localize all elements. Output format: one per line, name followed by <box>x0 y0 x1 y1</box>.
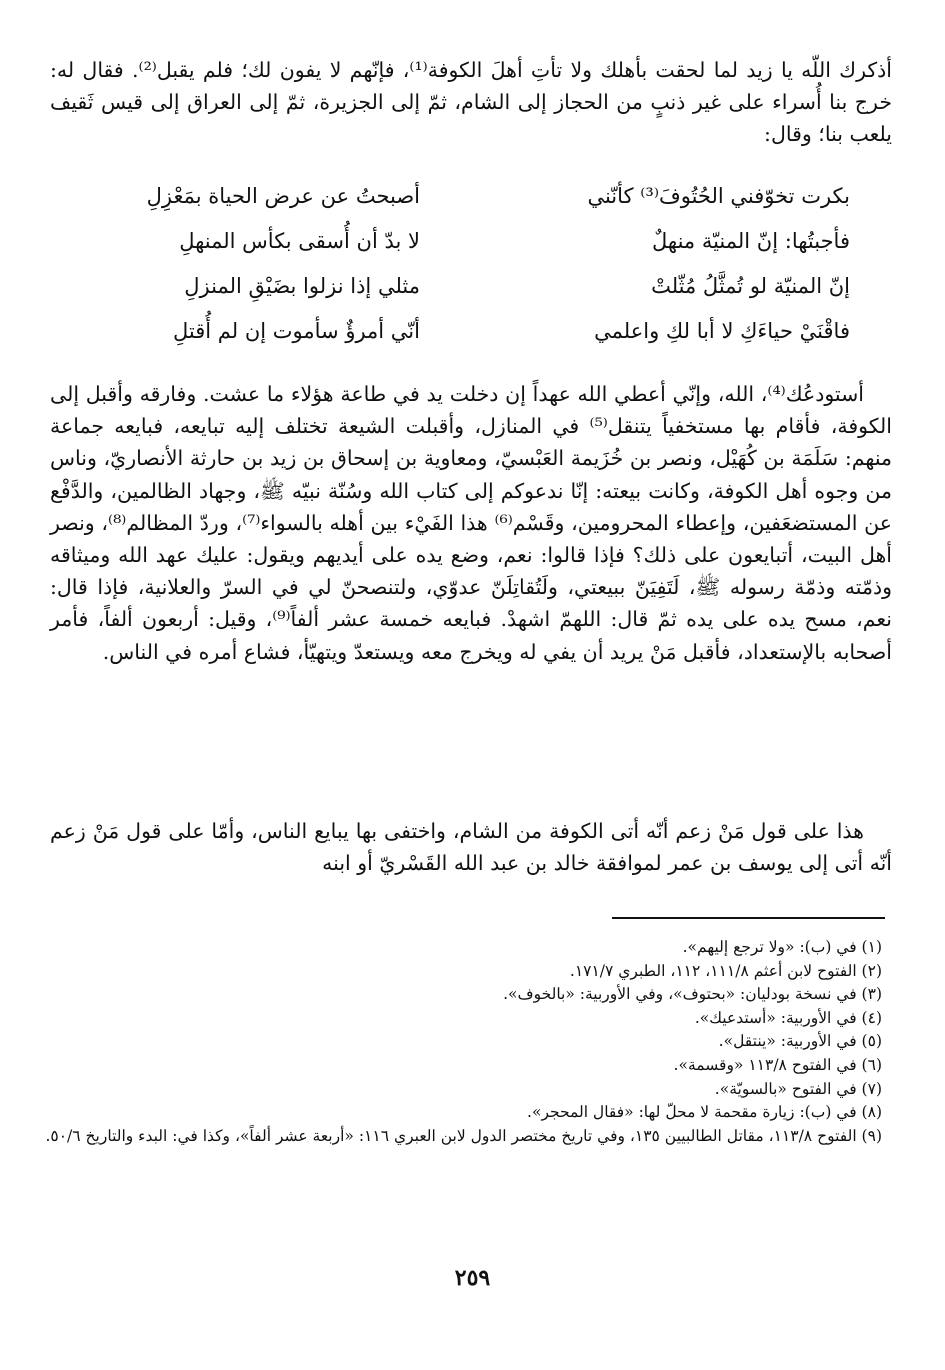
poem-verse <box>60 274 850 319</box>
footnote-separator <box>612 917 885 919</box>
poem-second-hemistich: أصبحتُ عن عرض الحياة بمَعْزِلِ <box>146 184 420 208</box>
poem-first-hemistich: إنّ المنيّة لو تُمثَّلُ مُثّلتْ <box>651 274 850 298</box>
poem-second-hemistich: مثلي إذا نزلوا بضَيْقِ المنزلِ <box>184 274 420 298</box>
page-number: ٢٥٩ <box>454 1265 491 1291</box>
footnotes <box>40 936 882 1148</box>
footnote: (٦) في الفتوح ١١٣/٨ «وقسمة». <box>673 1055 882 1074</box>
footnote: (٩) الفتوح ١١٣/٨، مقاتل الطالبيين ١٣٥، وفي تاريخ مختصر الدول لابن العبري ١١٦: «أربعة عشر ألفاً»، وكذا في: البدء والتاريخ ٥٠/٦. <box>45 1126 882 1145</box>
poem-verse <box>60 229 850 274</box>
poem-first-hemistich: فاقْنَيْ حياءَكِ لا أبا لكِ واعلمي <box>594 319 850 343</box>
poem <box>60 184 850 364</box>
poem-first-hemistich: فأجبتُها: إنّ المنيّة منهلٌ <box>651 229 850 253</box>
footnote: (١) في (ب): «ولا ترجع إليهم». <box>682 938 882 956</box>
poem-verse <box>60 319 850 364</box>
poem-verse <box>60 184 850 229</box>
poem-second-hemistich: أنّي أمرؤٌ سأموت إن لم أُقتلِ <box>173 319 420 343</box>
paragraph-3: هذا على قول مَنْ زعم أنّه أتى الكوفة من الشام، واختفى بها يبايع الناس، وأمّا على قول مَنْ زعم أنّه أتى إلى يوسف بن عمر لموافقة خالد بن عبد الله القَسْريّ أو ابنه <box>50 819 892 876</box>
poem-second-hemistich: لا بدّ أن أُسقى بكأس المنهلِ <box>179 229 420 253</box>
footnote: (٨) في (ب): زيارة مقحمة لا محلّ لها: «فقال المحجر». <box>527 1103 882 1122</box>
paragraph-1: أذكرك اللّه يا زيد لما لحقت بأهلك ولا تأتِ أهلَ الكوفة⁽¹⁾، فإنّهم لا يفون لك؛ فلم يقبل⁽²⁾. فقال له: خرج بنا أُسراء على غير ذنبٍ من الحجاز إلى الشام، ثمّ إلى الجزيرة، ثمّ إلى العراق إلى قيس ثَقيف يلعب بنا؛ وقال: <box>50 58 892 147</box>
footnote: (٧) في الفتوح «بالسويّة». <box>714 1079 882 1098</box>
poem-first-hemistich: بكرت تخوّفني الحُتُوفَ⁽³⁾ كأنّني <box>587 184 850 208</box>
footnote: (٣) في نسخة بودليان: «بحتوف»، وفي الأوربية: «بالخوف». <box>503 985 882 1004</box>
footnote: (٤) في الأوربية: «أستدعيك». <box>694 1008 882 1027</box>
paragraph-2: أستودعُك⁽⁴⁾، الله، وإنّي أعطي الله عهداً إن دخلت يد في طاعة هؤلاء ما عشت. وفارقه وأقبل إلى الكوفة، فأقام بها مستخفياً يتنقل⁽⁵⁾ في المنازل، وأقبلت الشيعة تختلف إليه تبايعه، فبايعه جماعة منهم: سَلَمَة بن كُهَيْل، ونصر بن خُزَيمة العَبْسيّ، ومعاوية بن إسحاق بن زيد بن حارثة الأنصاريّ، وناس من وجوه أهل الكوفة، وكانت بيعته: إنّا ندعوكم إلى كتاب الله وسُنّة نبيّه ﷺ، وجهاد الظالمين، والدَّفْع عن المستضعَفين، وإعطاء المحرومين، وقَسْم⁽⁶⁾ هذا الفَيْء بين أهله بالسواء⁽⁷⁾، وردّ المظالم⁽⁸⁾، ونصر أهل البيت، أتبايعون على ذلك؟ فإذا قالوا: نعم، وضع يده على أيديهم ويقول: عليك عهد الله وميثاقه وذمّته وذمّة رسوله ﷺ، لَتَفِيَنّ ببيعتي، ولَتُقاتِلَنّ عدوّي، ولتنصحنّ لي في السرّ والعلانية، فإذا قال: نعم، مسح يده على يده ثمّ قال: اللهمّ اشهدْ. فبايعه خمسة عشر ألفاً⁽⁹⁾، وقيل: أربعون ألفاً، فأمر أصحابه بالإستعداد، فأقبل مَنْ يريد أن يفي له ويخرج معه ويستعدّ ويتهيّأ، فشاع أمره في الناس. <box>50 382 892 664</box>
footnote: (٥) في الأوربية: «ينتقل». <box>718 1032 882 1051</box>
footnote: (٢) الفتوح لابن أعثم ١١١/٨، ١١٢، الطبري ١٧١/٧. <box>569 961 882 980</box>
